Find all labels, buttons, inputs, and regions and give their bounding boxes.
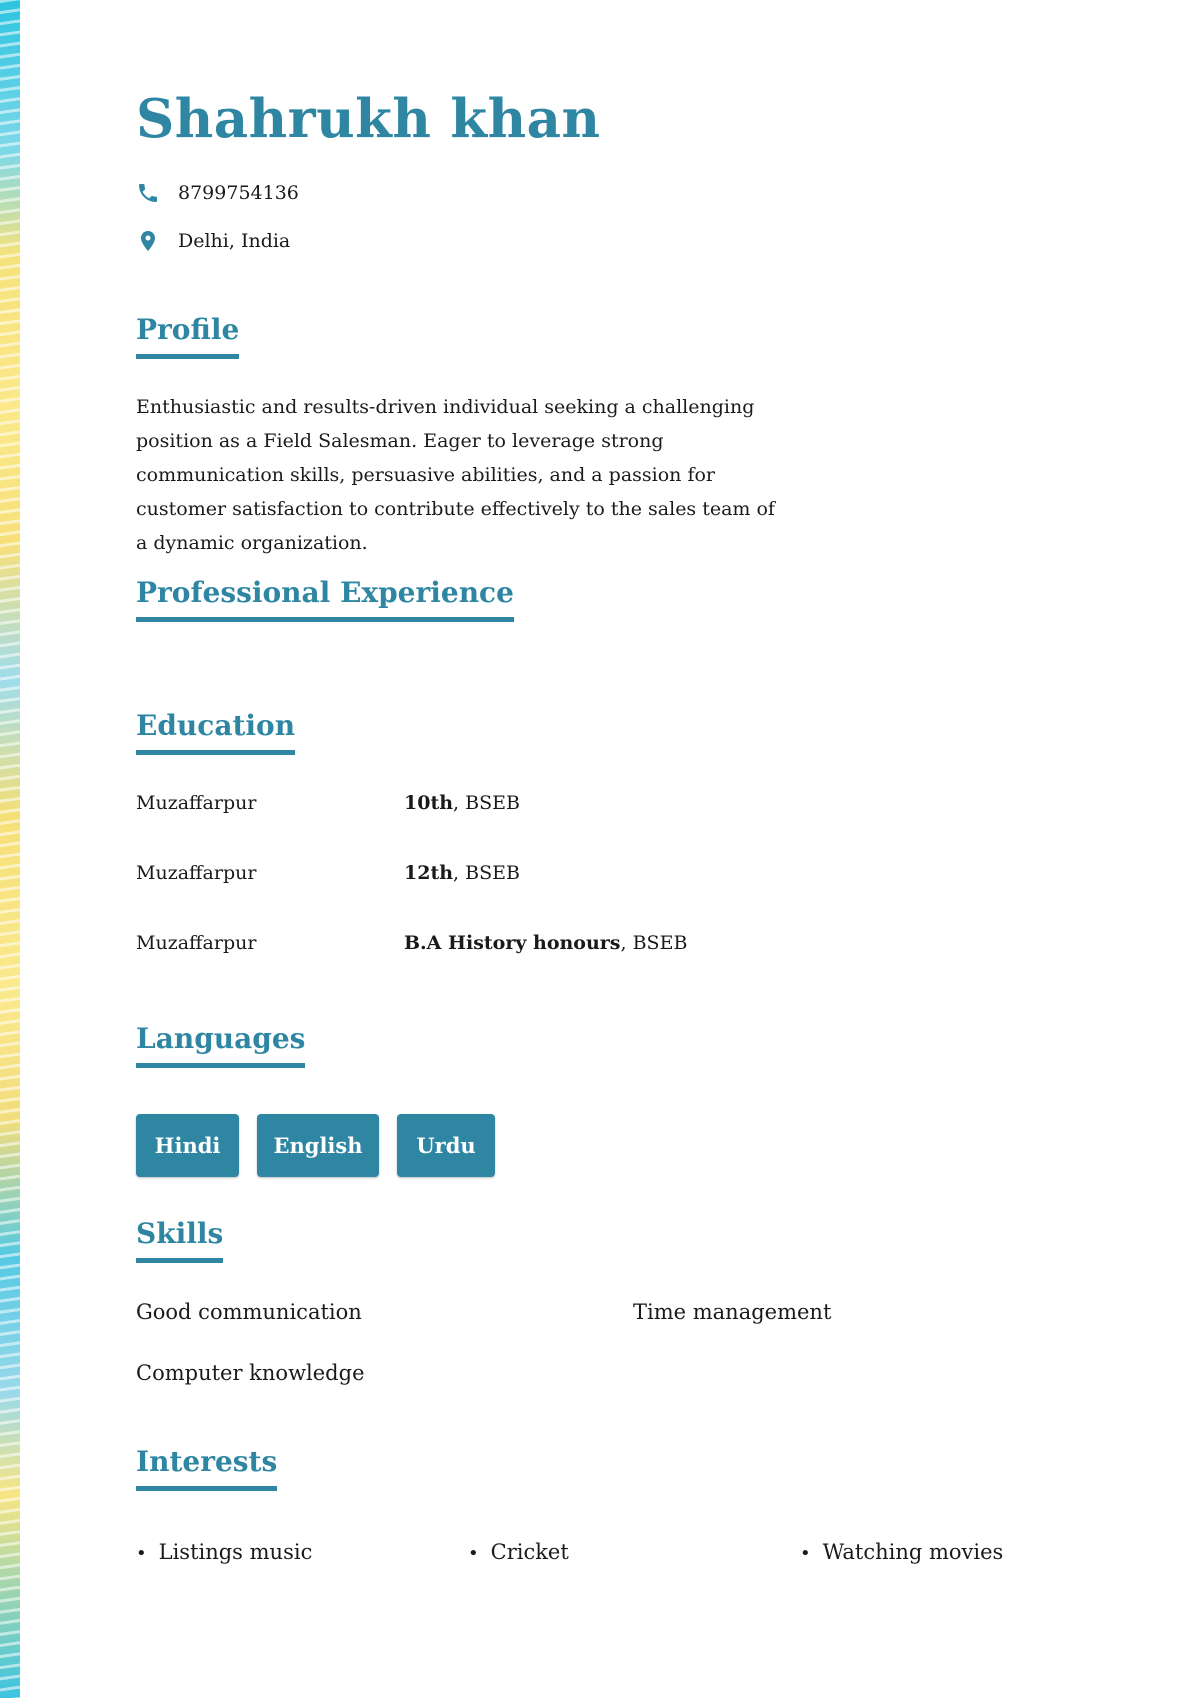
experience-heading: Professional Experience [136,576,514,622]
education-heading: Education [136,709,295,755]
education-degree [404,932,687,954]
degree-board: , BSEB [453,792,520,814]
candidate-name: Shahrukh khan [136,88,601,150]
degree-name: 10th [404,792,454,814]
skill-item: Computer knowledge [136,1361,365,1385]
education-place: Muzaffarpur [136,932,257,954]
education-place: Muzaffarpur [136,792,257,814]
degree-board: , BSEB [453,862,520,884]
education-place: Muzaffarpur [136,862,257,884]
profile-heading: Profile [136,313,239,359]
degree-board: , BSEB [620,932,688,954]
location-row [136,226,291,256]
skill-item: Time management [633,1300,832,1324]
languages-heading: Languages [136,1022,305,1068]
map-pin-icon [136,229,160,253]
education-degree [404,792,520,814]
language-chip-hindi: Hindi [136,1114,239,1177]
skill-item: Good communication [136,1300,362,1324]
education-degree [404,862,520,884]
degree-name: B.A History honours [404,932,621,954]
location-text: Delhi, India [178,230,291,252]
interest-item: • Listings music [136,1540,312,1564]
decorative-side-art [0,0,20,1698]
interest-item: • Watching movies [800,1540,1003,1564]
language-chip-english: English [257,1114,379,1177]
phone-row [136,178,299,208]
skills-heading: Skills [136,1217,223,1263]
education-row [136,932,936,962]
phone-icon [136,181,160,205]
interest-item: • Cricket [468,1540,569,1564]
language-chip-urdu: Urdu [397,1114,495,1177]
interests-heading: Interests [136,1445,277,1491]
education-row [136,862,936,892]
phone-number: 8799754136 [178,182,299,204]
language-chips [136,1114,495,1177]
profile-text: Enthusiastic and results-driven individual seeking a challenging position as a Field Salesman. Eager to leverage strong communication skills, persuasive abilities, and a passion for customer satisfaction to contribute effectively to the sales team of a dynamic organization. [136,396,775,554]
degree-name: 12th [404,862,454,884]
education-row [136,792,936,822]
